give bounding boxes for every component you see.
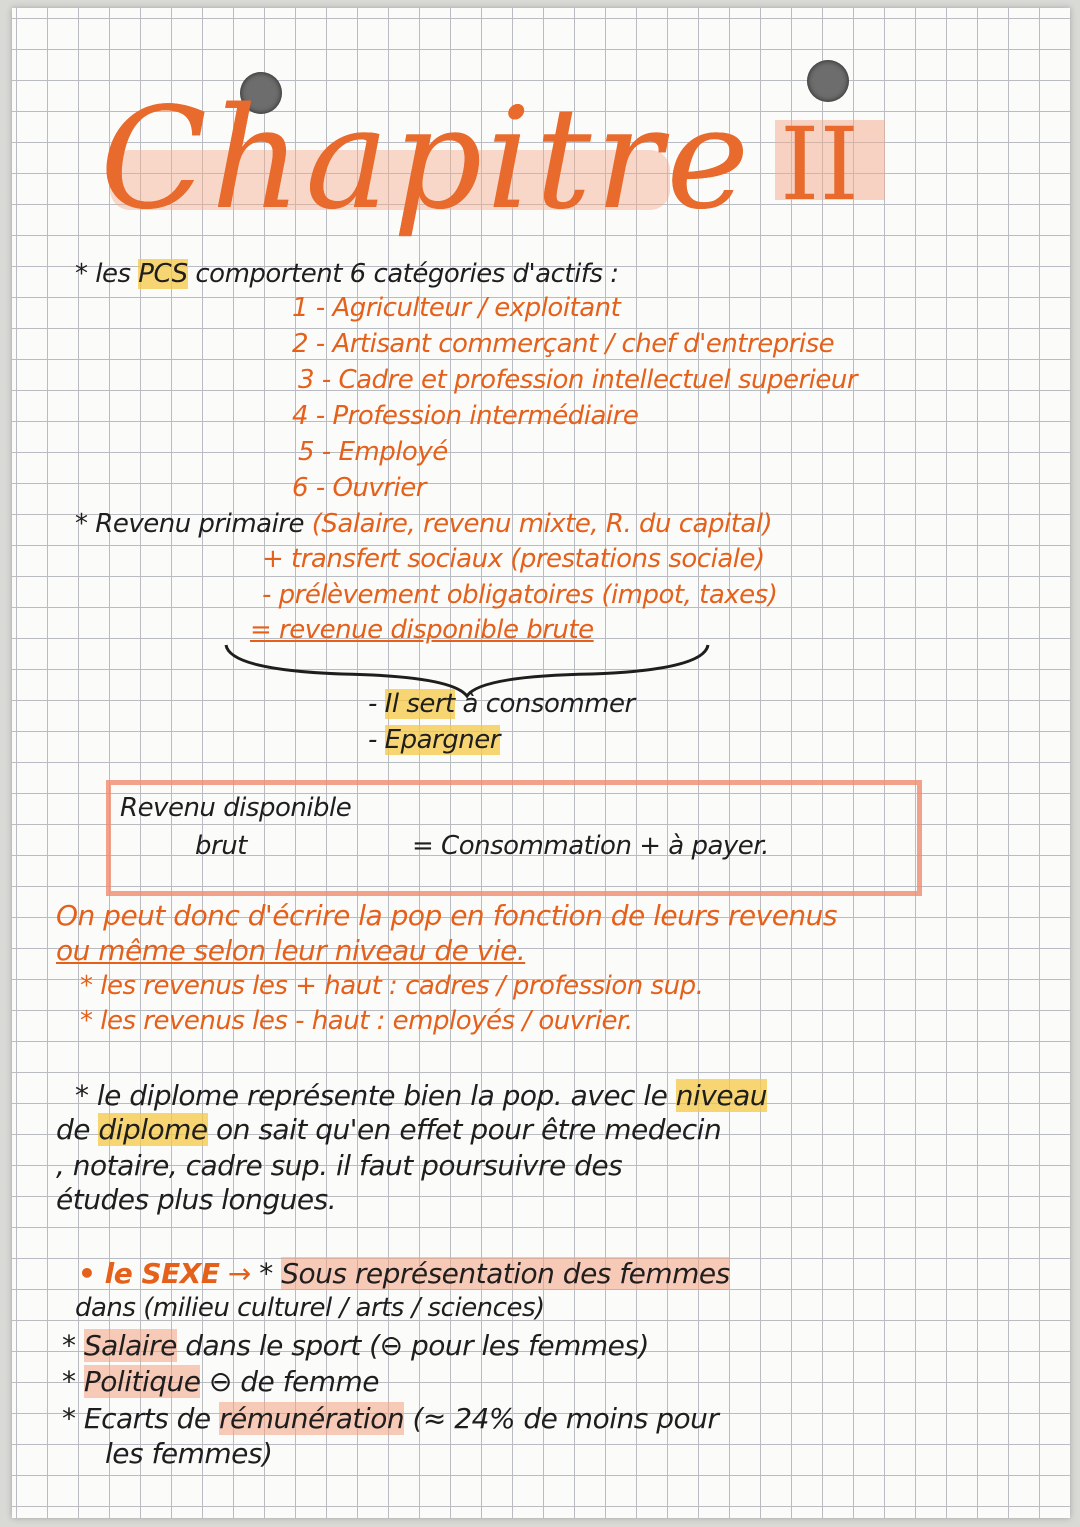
- pcs-item: 2 - Artisant commerçant / chef d'entreprise: [292, 329, 835, 359]
- diplome-line: [56, 1114, 721, 1146]
- revenu-equals: = revenue disponible brute: [250, 615, 594, 645]
- pcs-highlight: PCS: [138, 259, 188, 289]
- bullet: *: [62, 1329, 84, 1362]
- text: * le diplome représente bien la pop. avec le: [75, 1079, 676, 1112]
- formula-left-2: brut: [195, 831, 247, 861]
- text: on sait qu'en effet pour être medecin: [207, 1113, 722, 1146]
- highlight: Sous représentation des femmes: [281, 1257, 730, 1290]
- orange-paragraph-line: * les revenus les - haut : employés / ouvrier.: [80, 1006, 633, 1036]
- dash: -: [368, 725, 385, 755]
- diplome-line: [75, 1080, 767, 1112]
- bullet: * les: [75, 259, 139, 289]
- dash: -: [368, 689, 385, 719]
- diplome-line: , notaire, cadre sup. il faut poursuivre des: [56, 1149, 623, 1182]
- highlight: Il sert: [384, 689, 455, 719]
- text: dans le sport (⊖ pour les femmes): [176, 1329, 649, 1362]
- chapter-numeral: II: [780, 106, 860, 223]
- bullet: *: [62, 1365, 84, 1398]
- bullet: *: [259, 1257, 282, 1290]
- punch-hole: [807, 60, 849, 102]
- sexe-line: [62, 1366, 379, 1398]
- arrow-icon: →: [227, 1257, 251, 1290]
- highlight: diplome: [98, 1113, 208, 1146]
- orange-paragraph-line: On peut donc d'écrire la pop en fonction de leurs revenus: [56, 899, 837, 932]
- revenu-minus: - prélèvement obligatoires (impot, taxes): [262, 580, 778, 610]
- sexe-line: [62, 1403, 718, 1435]
- diplome-line: études plus longues.: [56, 1183, 337, 1216]
- intro-text: comportent 6 catégories d'actifs :: [187, 259, 619, 289]
- highlight: niveau: [675, 1079, 767, 1112]
- pcs-intro: [75, 258, 619, 290]
- revenu-plus: + transfert sociaux (prestations sociale): [262, 544, 765, 574]
- text: de: [56, 1113, 99, 1146]
- pcs-item: 3 - Cadre et profession intellectuel superieur: [298, 365, 858, 395]
- pcs-item: 6 - Ouvrier: [292, 473, 426, 503]
- revenu-primaire-line: [75, 508, 772, 540]
- sexe-line: [78, 1258, 730, 1290]
- highlight: Epargner: [384, 725, 500, 755]
- text: (≈ 24% de moins pour: [404, 1402, 719, 1435]
- revenu-components: (Salaire, revenu mixte, R. du capital): [311, 509, 773, 539]
- pcs-item: 5 - Employé: [298, 437, 448, 467]
- revenu-lead: * Revenu primaire: [75, 509, 312, 539]
- pcs-item: 1 - Agriculteur / exploitant: [292, 293, 621, 323]
- text: * Ecarts de: [62, 1402, 220, 1435]
- formula-left-1: Revenu disponible: [120, 793, 352, 823]
- pcs-item: 4 - Profession intermédiaire: [292, 401, 639, 431]
- formula-right: = Consommation + à payer.: [412, 831, 769, 861]
- sexe-label: • le SEXE: [78, 1257, 220, 1290]
- use-text: à consommer: [454, 689, 635, 719]
- sexe-line: [62, 1330, 649, 1362]
- use-item: [368, 688, 635, 720]
- highlight: Politique: [83, 1365, 201, 1398]
- chapter-title: Chapitre: [100, 78, 754, 241]
- orange-paragraph-line: ou même selon leur niveau de vie.: [56, 934, 526, 967]
- sexe-line: dans (milieu culturel / arts / sciences): [75, 1293, 545, 1323]
- use-item: [368, 724, 500, 756]
- highlight: Salaire: [83, 1329, 177, 1362]
- highlight: rémunération: [219, 1402, 405, 1435]
- sexe-line: les femmes): [105, 1437, 273, 1470]
- text: ⊖ de femme: [200, 1365, 380, 1398]
- orange-paragraph-line: * les revenus les + haut : cadres / profession sup.: [80, 971, 704, 1001]
